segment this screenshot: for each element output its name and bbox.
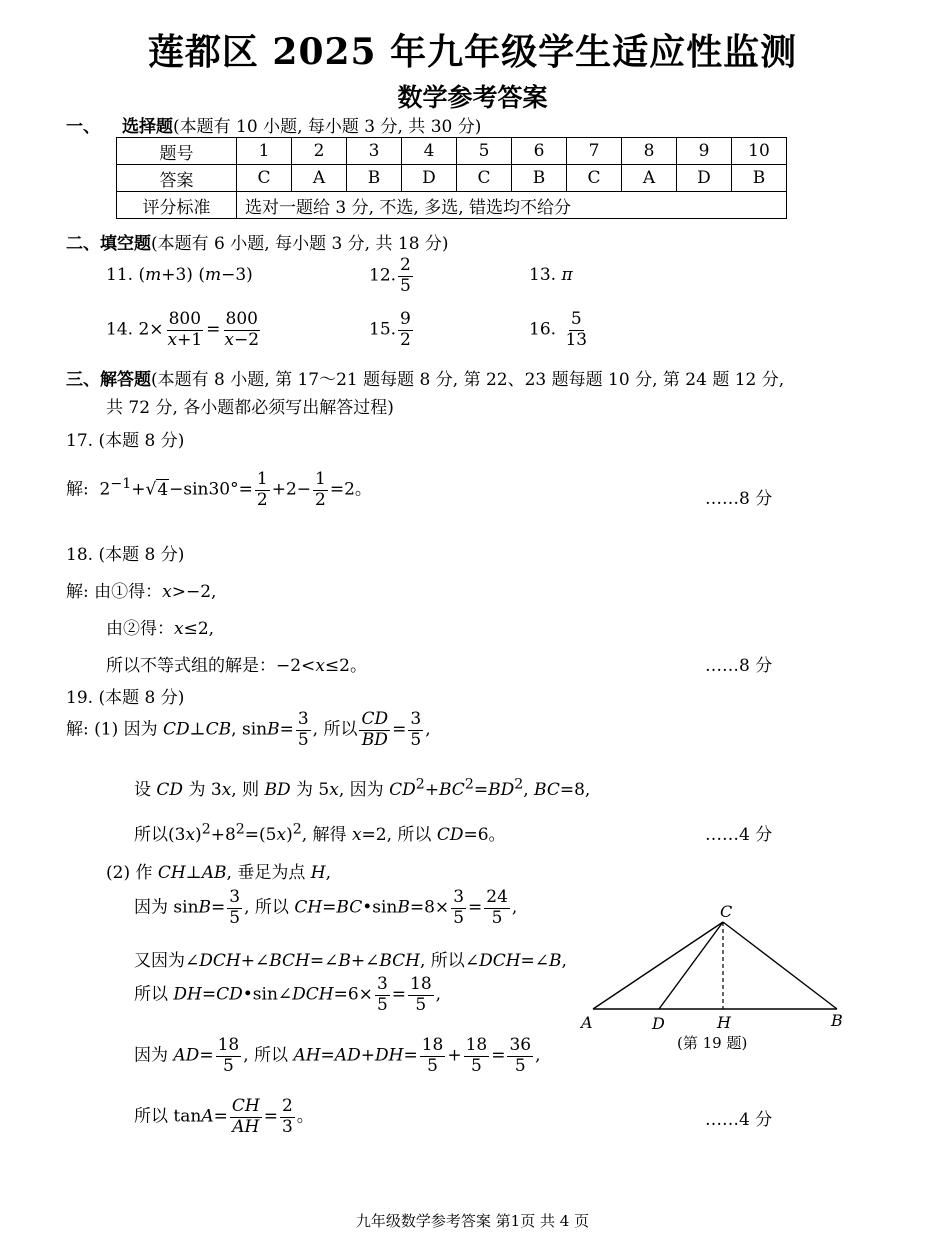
q18-score: ……8 分: [705, 656, 773, 676]
text: , 所以: [386, 825, 432, 845]
q18-line-2: 由②得：x≤2,: [106, 619, 215, 639]
section-2-number: 二、: [66, 234, 100, 254]
q18-line-1: 解: 由①得：x>−2,: [66, 582, 217, 602]
answer-11: 11. (m+3) (m−3): [106, 265, 253, 285]
table-cell: 3: [347, 138, 402, 165]
table-cell: 7: [567, 138, 622, 165]
table-cell: B: [512, 165, 567, 192]
question-number: 16.: [529, 319, 557, 340]
triangle-figure: [575, 898, 855, 1058]
table-cell: 2: [292, 138, 347, 165]
section-3-desc-2: 共 72 分, 各小题都必须写出解答过程): [106, 398, 394, 418]
text: , 因为: [338, 780, 384, 800]
table-cell: 8: [622, 138, 677, 165]
text: 所以: [134, 1106, 168, 1127]
q17-score: ……8 分: [705, 489, 773, 509]
text: , 所以: [243, 1045, 289, 1066]
page-footer: 九年级数学参考答案 第1页 共 4 页: [355, 1212, 590, 1230]
table-cell: D: [402, 165, 457, 192]
table-cell: 5: [457, 138, 512, 165]
q19-line-4: (2) 作 CH⊥AB, 垂足为点 H,: [106, 863, 331, 883]
table-criteria: 选对一题给 3 分, 不选, 多选, 错选均不给分: [237, 192, 787, 219]
answer-15: [369, 310, 415, 350]
table-cell: A: [622, 165, 677, 192]
question-number: 11.: [106, 265, 134, 285]
text: , 所以: [420, 951, 465, 971]
fraction: $\frac{36}{5}$: [509, 1035, 532, 1076]
answer-13: [529, 265, 573, 285]
section-1-desc: (本题有 10 小题, 每小题 3 分, 共 30 分): [173, 117, 482, 137]
q19-line-5: 因为 sinB= $\frac{3}{5}$ , 所以 CH=BC•sinB=8× $\frac{3}{5}$ = $\frac{24}{5}$ ,: [134, 887, 518, 928]
table-label-answer: 答案: [117, 165, 237, 192]
question-number: 14.: [106, 319, 134, 340]
fraction: $\frac{1}{2}$: [315, 469, 326, 510]
text: 所以: [134, 984, 168, 1005]
q18-line-3: 所以不等式组的解是：−2<x≤2。: [106, 656, 367, 676]
table-label-number: 题号: [117, 138, 237, 165]
label-b: B: [831, 1011, 843, 1030]
fraction: $\frac{9}{2}$: [400, 309, 411, 350]
text: 为 5: [296, 780, 330, 800]
fraction: $\frac{3}{5}$: [229, 887, 241, 928]
fraction: $\frac{18}{5}$: [465, 1035, 488, 1076]
text: , 解得: [301, 825, 347, 845]
text: , 垂足为点: [226, 863, 306, 883]
table-cell: D: [677, 165, 732, 192]
answer-table: [116, 137, 787, 219]
solution-label: 解:: [66, 479, 89, 500]
table-cell: C: [237, 165, 292, 192]
fraction: $\frac{1}{2}$: [256, 469, 268, 510]
q19-line-6: 又因为∠DCH+∠BCH=∠B+∠BCH, 所以∠DCH=∠B,: [134, 951, 567, 971]
answer-12: [369, 256, 415, 296]
q19-line-8: 因为 AD= $\frac{18}{5}$ , 所以 AH=AD+DH= $\frac{18}{5}$ + $\frac{18}{5}$ = $\frac{36}{5}$ ,: [134, 1035, 541, 1076]
fraction: $\frac{CD}{BD}$: [361, 709, 389, 750]
table-cell: B: [732, 165, 787, 192]
text: 为 3: [188, 780, 222, 800]
question-number: 13.: [529, 265, 557, 285]
table-cell: 10: [732, 138, 787, 165]
label-c: C: [720, 902, 733, 921]
table-label-criteria: 评分标准: [117, 192, 237, 219]
section-1-name: 选择题: [122, 117, 173, 137]
q17-solution: 解: $2^{-1}+√4-\sin 30^\circ=$ $\frac{1}{2}$ +2− $\frac{1}{2}$ =2。: [66, 469, 372, 510]
solution-label: 解:: [66, 719, 89, 740]
question-number: 12.: [369, 265, 397, 286]
q17-heading: 17. (本题 8 分): [66, 431, 185, 451]
fraction: $\frac{2}{3}$: [281, 1096, 293, 1137]
text: (1) 因为: [94, 719, 158, 740]
text: 因为: [134, 897, 168, 918]
table-cell: B: [347, 165, 402, 192]
fraction: $\frac{800}{x-2}$: [224, 309, 260, 350]
question-number: 15.: [369, 319, 397, 340]
q19-line-2: 设 CD 为 3x, 则 BD 为 5x, 因为 $CD^2+BC^2=BD^2$, BC=8,: [134, 776, 591, 800]
q19-heading: 19. (本题 8 分): [66, 688, 185, 708]
q19-line-3: 所以$(3x)^2+8^2=(5x)^2$, 解得 x=2, 所以 CD=6。: [134, 821, 506, 845]
table-cell: C: [567, 165, 622, 192]
text: 因为: [134, 1045, 168, 1066]
section-2-name: 填空题: [100, 234, 151, 254]
section-2-heading: [66, 229, 449, 254]
segment-bc: [723, 922, 837, 1009]
answer-14: 14. 2× $\frac{800}{x+1}$ = $\frac{800}{x-2}$: [106, 309, 260, 350]
q19-line-7: 所以 DH=CD•sin∠DCH=6× $\frac{3}{5}$ = $\frac{18}{5}$ ,: [134, 974, 442, 1015]
table-cell: 9: [677, 138, 732, 165]
fraction: $\frac{5}{13}$: [565, 309, 588, 350]
segment-cd: [659, 922, 723, 1009]
solution-label: 解:: [66, 582, 89, 602]
fraction: $\frac{3}{5}$: [376, 974, 388, 1015]
text: 由②得：: [106, 619, 174, 639]
section-2-desc: (本题有 6 小题, 每小题 3 分, 共 18 分): [151, 234, 449, 254]
table-cell: 6: [512, 138, 567, 165]
fraction: $\frac{24}{5}$: [486, 887, 508, 928]
section-3-name: 解答题: [100, 370, 151, 390]
fraction: $\frac{18}{5}$: [217, 1035, 240, 1076]
fraction: $\frac{CH}{AH}$: [231, 1096, 260, 1137]
text: 由①得：: [94, 582, 163, 602]
text: (2) 作: [106, 863, 153, 883]
text: 又因为: [134, 951, 185, 971]
label-a: A: [581, 1013, 593, 1032]
page-subtitle: 数学参考答案: [397, 83, 548, 112]
text: 设: [134, 780, 151, 800]
page-title: 莲都区 2025 年九年级学生适应性监测: [147, 31, 798, 73]
table-cell: A: [292, 165, 347, 192]
fraction: $\frac{2}{5}$: [400, 255, 411, 296]
q19-score-1: ……4 分: [705, 825, 773, 845]
fraction: $\frac{800}{x+1}$: [167, 309, 203, 350]
answer-16: [529, 310, 591, 350]
text: , 所以: [244, 897, 289, 918]
pi-symbol: π: [561, 265, 573, 285]
fraction: $\frac{3}{5}$: [410, 709, 422, 750]
section-1-heading: [66, 112, 481, 137]
q19-line-9: 所以 tanA= $\frac{CH}{AH}$ = $\frac{2}{3}$ 。: [134, 1096, 314, 1137]
table-row-criteria: [117, 192, 787, 219]
label-d: D: [652, 1014, 665, 1033]
q19-score-2: ……4 分: [705, 1110, 773, 1130]
segment-ac: [593, 922, 723, 1009]
fraction: $\frac{3}{5}$: [297, 709, 309, 750]
fraction: $\frac{18}{5}$: [410, 974, 432, 1015]
fraction: $\frac{18}{5}$: [421, 1035, 444, 1076]
fraction: $\frac{3}{5}$: [453, 887, 465, 928]
text: 所以: [134, 825, 168, 845]
text: 所以不等式组的解是：: [106, 656, 276, 676]
table-cell: 1: [237, 138, 292, 165]
text: , 则: [231, 780, 260, 800]
section-1-number: 一、: [66, 117, 100, 137]
table-row-answers: [117, 165, 787, 192]
table-row-numbers: [117, 138, 787, 165]
section-3-desc: (本题有 8 小题, 第 17～21 题每题 8 分, 第 22、23 题每题 10 分, 第 24 题 12 分,: [151, 370, 785, 390]
table-cell: C: [457, 165, 512, 192]
q19-line-1: 解: (1) 因为 CD⊥CB, sinB= $\frac{3}{5}$ , 所以 $\frac{CD}{BD}$ = $\frac{3}{5}$ ,: [66, 709, 431, 750]
figure-caption: (第 19 题): [677, 1034, 748, 1052]
table-cell: 4: [402, 138, 457, 165]
label-h: H: [717, 1013, 731, 1032]
section-3-number: 三、: [66, 370, 100, 390]
section-3-heading: [66, 365, 784, 390]
q18-heading: 18. (本题 8 分): [66, 545, 185, 565]
